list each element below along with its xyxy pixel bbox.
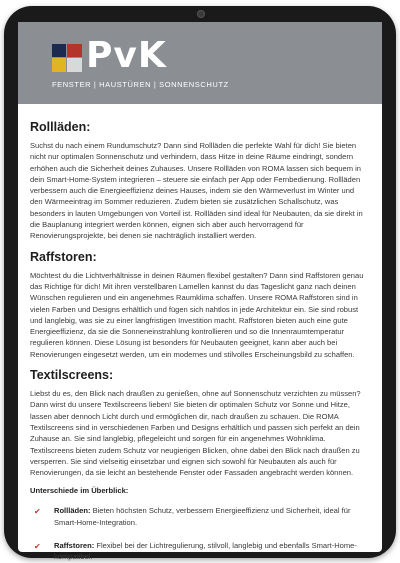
- section-heading-rolllaeden: Rollläden:: [30, 120, 91, 134]
- difference-description: Bieten höchsten Schutz, verbessern Energieeffizienz und Sicherheit, ideal für Smart-Home-Integration.: [54, 506, 351, 527]
- differences-title: Unterschiede im Überblick:: [30, 486, 129, 496]
- logo-tagline: FENSTER | HAUSTÜREN | SONNENSCHUTZ: [52, 80, 229, 89]
- tablet-frame: [4, 6, 396, 562]
- section-body-textilscreens: Liebst du es, den Blick nach draußen zu genießen, ohne auf Sonnenschutz verzichten zu müssen? Dann wirst du unsere Textilscreens lieben! Sie bieten dir optimalen Schutz vor Sonne und Hitze, lassen aber dennoch Licht durch und ermöglichen dir, nach draußen zu schauen. Die ROMA Textilscreens sind in verschiedenen Farben und Designs erhältlich und passen sich perfekt an dein Zuhause an. Sie sind langlebig, pflegeleicht und sorgen für ein angenehmes Wohnklima. Textilscreens bieten zudem Schutz vor neugierigen Blicken, ohne dabei den Blick nach draußen zu versperren. Sie sind vielseitig einsetzbar und eignen sich sowohl für Neubauten als auch für Renovierungen, da sie leicht an bestehende Fenster oder Fassaden angebracht werden können.: [30, 389, 361, 478]
- difference-name: Raffstoren:: [54, 541, 95, 551]
- difference-item: [30, 540, 368, 563]
- check-icon: ✔: [34, 542, 41, 552]
- difference-text: [54, 540, 368, 563]
- section-body-raffstoren: Möchtest du die Lichtverhältnisse in deinen Räumen flexibel gestalten? Dann sind Raffstoren genau das Richtige für dich! Mit ihren verstellbaren Lamellen kannst du das Tageslicht ganz nach deinen Wünschen regulieren und ein angenehmes Raumklima schaffen. Unsere ROMA Raffstoren sind in vielen Farben und Designs erhältlich und fügen sich nahtlos in jede Architektur ein. Sie sind robust und langlebig, was sie zu einer langfristigen Investition macht. Raffstoren bieten auch eine gute Energieeffizienz, da sie die Sonneneinstrahlung kontrollieren und so die Innenraumtemperatur regulieren können. Diese Lösung ist besonders für Neubauten geeignet, kann aber auch bei Renovierungen eingesetzt werden, um ein modernes und stilvolles Erscheinungsbild zu schaffen.: [30, 270, 364, 359]
- difference-text: [54, 505, 368, 528]
- difference-name: Rollläden:: [54, 506, 91, 516]
- difference-item: [30, 505, 368, 528]
- logo-icon[interactable]: [52, 44, 82, 72]
- section-body-rolllaeden: Suchst du nach einem Rundumschutz? Dann sind Rollläden die perfekte Wahl für dich! Sie bieten nicht nur optimalen Sonnenschutz und verhindern, dass Hitze in deine Räume eindringt, sondern erhöhen auch die Sicherheit deines Zuhauses. Unsere Rollläden von ROMA lassen sich bequem in dein Smart-Home-System integrieren – steuere sie einfach per App oder Fernbedienung. Rollläden verbessern auch die Energieeffizienz deines Hauses, indem sie den Wärmeverlust im Winter und den Wärmeeintrag im Sommer reduzieren. Zudem bieten sie zusätzlichen Schallschutz, was besonders in lauten Umgebungen von Vorteil ist. Rollläden sind ideal für Neubauten, da sie direkt in die Bauplanung integriert werden können, eignen sich aber auch hervorragend für Renovierungsprojekte, bei denen sie nachträglich installiert werden.: [30, 141, 363, 241]
- check-icon: ✔: [34, 507, 41, 517]
- difference-description: Flexibel bei der Lichtregulierung, stilvoll, langlebig und ebenfalls Smart-Home-kompatibel.: [54, 541, 357, 562]
- logo-text[interactable]: PvK: [86, 35, 167, 76]
- main-content: [18, 104, 382, 563]
- section-heading-raffstoren: Raffstoren:: [30, 249, 97, 264]
- screen: [18, 22, 382, 562]
- camera-dot: [197, 10, 205, 18]
- section-heading-textilscreens: Textilscreens:: [30, 368, 114, 383]
- site-header: [18, 22, 382, 104]
